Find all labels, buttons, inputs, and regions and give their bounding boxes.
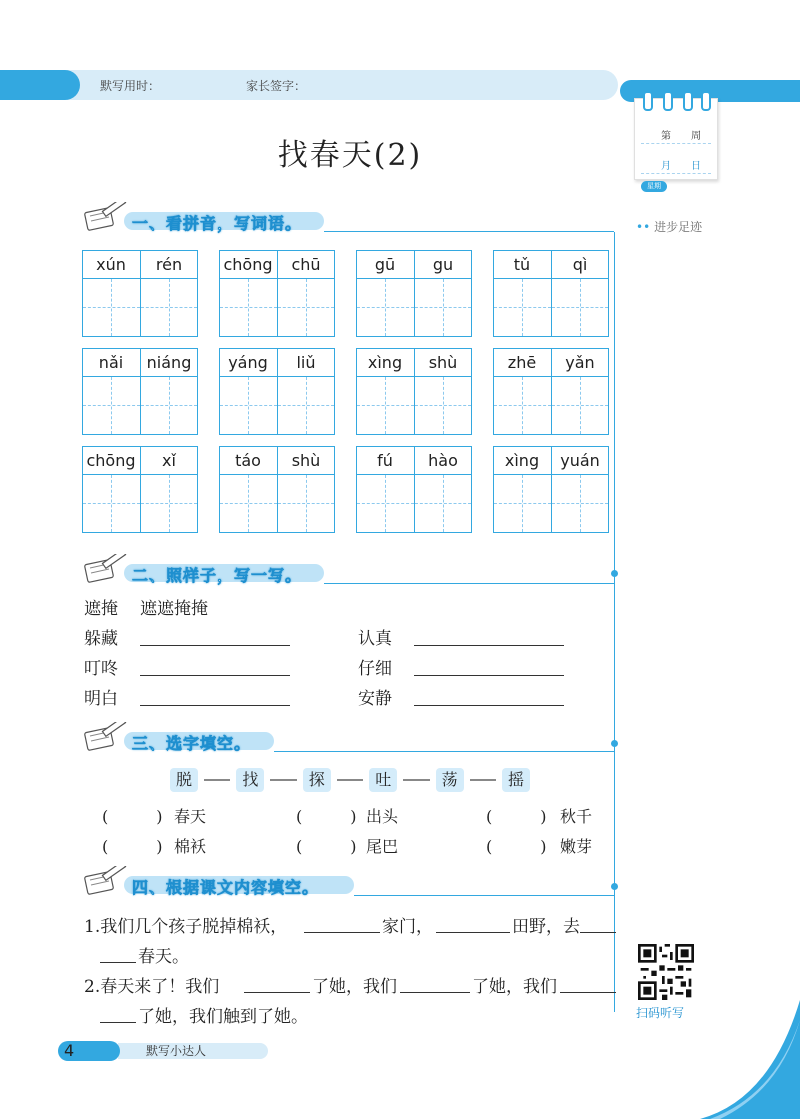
answer-line[interactable] — [400, 992, 470, 993]
pinyin-grid-group — [82, 446, 198, 533]
pinyin-label: liǔ — [296, 353, 316, 372]
writing-box[interactable] — [140, 377, 198, 434]
pencil-notebook-icon — [84, 202, 130, 232]
question-1-part: 家门， — [382, 917, 433, 937]
writing-box[interactable] — [277, 475, 335, 532]
pinyin-grid-group — [219, 446, 335, 533]
writing-box[interactable] — [220, 377, 277, 434]
week-label: 第 周 — [661, 131, 701, 142]
binder-ring-icon — [683, 91, 693, 111]
answer-line[interactable] — [100, 1022, 136, 1023]
header-bar — [0, 70, 618, 100]
writing-box[interactable] — [220, 475, 277, 532]
writing-box[interactable] — [551, 475, 609, 532]
pinyin-label: shù — [291, 451, 321, 470]
writing-box[interactable] — [140, 279, 198, 336]
word-item: 安静 — [358, 689, 392, 709]
pinyin-label: niáng — [146, 353, 192, 372]
pinyin-label: rén — [155, 255, 183, 274]
answer-line[interactable] — [436, 932, 510, 933]
writing-box[interactable] — [83, 475, 140, 532]
fill-word: 春天 — [174, 807, 207, 826]
fill-word: 出头 — [366, 807, 399, 826]
writing-box[interactable] — [494, 475, 551, 532]
pinyin-label: chōng — [223, 255, 273, 274]
pinyin-label: táo — [235, 451, 261, 470]
pinyin-label: xìng — [367, 353, 403, 372]
pinyin-label: zhē — [507, 353, 537, 372]
pencil-notebook-icon — [84, 722, 130, 752]
binder-ring-icon — [663, 91, 673, 111]
answer-line[interactable] — [140, 705, 290, 706]
word-item: 躲藏 — [84, 629, 118, 649]
pinyin-label: yǎn — [565, 353, 595, 372]
book-title: 默写小达人 — [146, 1044, 207, 1058]
section-3-title: 三、选字填空。 — [132, 734, 252, 753]
writing-box[interactable] — [494, 279, 551, 336]
question-2-part: 了她，我们 — [312, 977, 397, 997]
writing-box[interactable] — [357, 279, 414, 336]
pinyin-grid-group — [82, 250, 198, 337]
dictation-time-label: 默写用时： — [100, 79, 161, 93]
writing-box[interactable] — [357, 475, 414, 532]
header-tab — [0, 70, 80, 100]
writing-box[interactable] — [277, 377, 335, 434]
answer-line[interactable] — [414, 675, 564, 676]
writing-box[interactable] — [414, 279, 472, 336]
question-1-part: 1.我们几个孩子脱掉棉袄， — [84, 917, 288, 937]
answer-line[interactable] — [580, 932, 616, 933]
choice-char: 找 — [236, 768, 264, 792]
page-title: 找春天(2) — [277, 138, 423, 173]
pinyin-label: nǎi — [98, 353, 124, 372]
scan-to-listen-label: 扫码听写 — [636, 1006, 685, 1020]
answer-line[interactable] — [414, 645, 564, 646]
writing-box[interactable] — [414, 377, 472, 434]
pencil-notebook-icon — [84, 866, 130, 896]
pinyin-grid-group — [82, 348, 198, 435]
word-item: 认真 — [358, 629, 392, 649]
choice-char: 脱 — [170, 768, 198, 792]
binder-ring-icon — [701, 91, 711, 111]
section-1-title: 一、看拼音，写词语。 — [132, 214, 303, 233]
qr-code-icon[interactable] — [638, 944, 694, 1000]
answer-line[interactable] — [304, 932, 380, 933]
choice-char: 吐 — [369, 768, 397, 792]
section-2-title: 二、照样子，写一写。 — [132, 566, 303, 585]
answer-line[interactable] — [560, 992, 616, 993]
pinyin-grid-group — [493, 348, 609, 435]
pinyin-label: yuán — [560, 451, 600, 470]
writing-box[interactable] — [494, 377, 551, 434]
pinyin-label: hào — [428, 451, 458, 470]
answer-line[interactable] — [140, 645, 290, 646]
pinyin-label: gu — [432, 255, 454, 274]
fill-blank[interactable]: ( ) — [296, 807, 357, 826]
progress-footprints — [636, 218, 702, 235]
page-curl-corner — [700, 1000, 800, 1119]
pencil-notebook-icon — [84, 554, 130, 584]
fill-blank[interactable]: ( ) — [102, 837, 163, 856]
pinyin-grid-group — [356, 446, 472, 533]
pinyin-grid-group — [356, 250, 472, 337]
pinyin-label: xǐ — [162, 451, 176, 470]
fill-word: 秋千 — [560, 807, 593, 826]
writing-box[interactable] — [83, 279, 140, 336]
writing-box[interactable] — [220, 279, 277, 336]
writing-box[interactable] — [551, 279, 609, 336]
section-1-header — [84, 206, 616, 234]
writing-box[interactable] — [551, 377, 609, 434]
writing-box[interactable] — [140, 475, 198, 532]
question-2-part: 2.春天来了！我们 — [84, 977, 220, 997]
section-3-header — [84, 726, 616, 754]
section-4-header — [84, 870, 616, 898]
answer-line[interactable] — [414, 705, 564, 706]
question-1-part: 春天。 — [138, 947, 189, 967]
date-label: 月 日 — [661, 161, 701, 172]
pinyin-grid-group — [493, 250, 609, 337]
choice-char: 摇 — [502, 768, 530, 792]
fill-word: 棉袄 — [174, 837, 207, 856]
example-word: 遮掩 — [84, 599, 118, 619]
question-2-part: 了她，我们触到了她。 — [138, 1007, 308, 1027]
weekday-badge: 星期 — [641, 181, 667, 192]
pinyin-label: fú — [377, 451, 393, 470]
answer-line[interactable] — [100, 962, 136, 963]
question-1-part: 田野，去 — [512, 917, 580, 937]
pinyin-grid-group — [219, 250, 335, 337]
answer-line[interactable] — [244, 992, 310, 993]
word-item: 明白 — [84, 689, 118, 709]
pinyin-label: chōng — [86, 451, 136, 470]
section-4-title: 四、根据课文内容填空。 — [132, 878, 320, 897]
character-choices — [170, 768, 530, 792]
pinyin-label: qì — [572, 255, 588, 274]
writing-box[interactable] — [414, 475, 472, 532]
parent-signature-label: 家长签字： — [246, 79, 307, 93]
section-2-header — [84, 558, 616, 586]
pinyin-label: chū — [291, 255, 321, 274]
fill-blank[interactable]: ( ) — [296, 837, 357, 856]
pinyin-grid-group — [493, 446, 609, 533]
pinyin-label: xún — [96, 255, 126, 274]
fill-word: 嫩芽 — [560, 837, 593, 856]
pinyin-grid-group — [356, 348, 472, 435]
fill-blank[interactable]: ( ) — [102, 807, 163, 826]
word-item: 叮咚 — [84, 659, 118, 679]
choice-char: 荡 — [436, 768, 464, 792]
example-answer: 遮遮掩掩 — [140, 599, 208, 619]
pinyin-label: tǔ — [513, 255, 531, 274]
binder-ring-icon — [643, 91, 653, 111]
writing-box[interactable] — [83, 377, 140, 434]
fill-blank[interactable]: ( ) — [486, 837, 547, 856]
fill-blank[interactable]: ( ) — [486, 807, 547, 826]
progress-label: 进步足迹 — [654, 220, 703, 234]
answer-line[interactable] — [140, 675, 290, 676]
page-number: 4 — [64, 1041, 75, 1060]
pinyin-label: gū — [374, 255, 396, 274]
word-item: 仔细 — [358, 659, 392, 679]
pinyin-label: yáng — [228, 353, 268, 372]
choice-char: 探 — [303, 768, 331, 792]
writing-box[interactable] — [357, 377, 414, 434]
pinyin-label: shù — [428, 353, 458, 372]
fill-word: 尾巴 — [366, 837, 399, 856]
question-2-part: 了她，我们 — [472, 977, 557, 997]
pinyin-grid-group — [219, 348, 335, 435]
footprints-icon: •• — [636, 220, 651, 234]
pinyin-label: xìng — [504, 451, 540, 470]
writing-box[interactable] — [277, 279, 335, 336]
